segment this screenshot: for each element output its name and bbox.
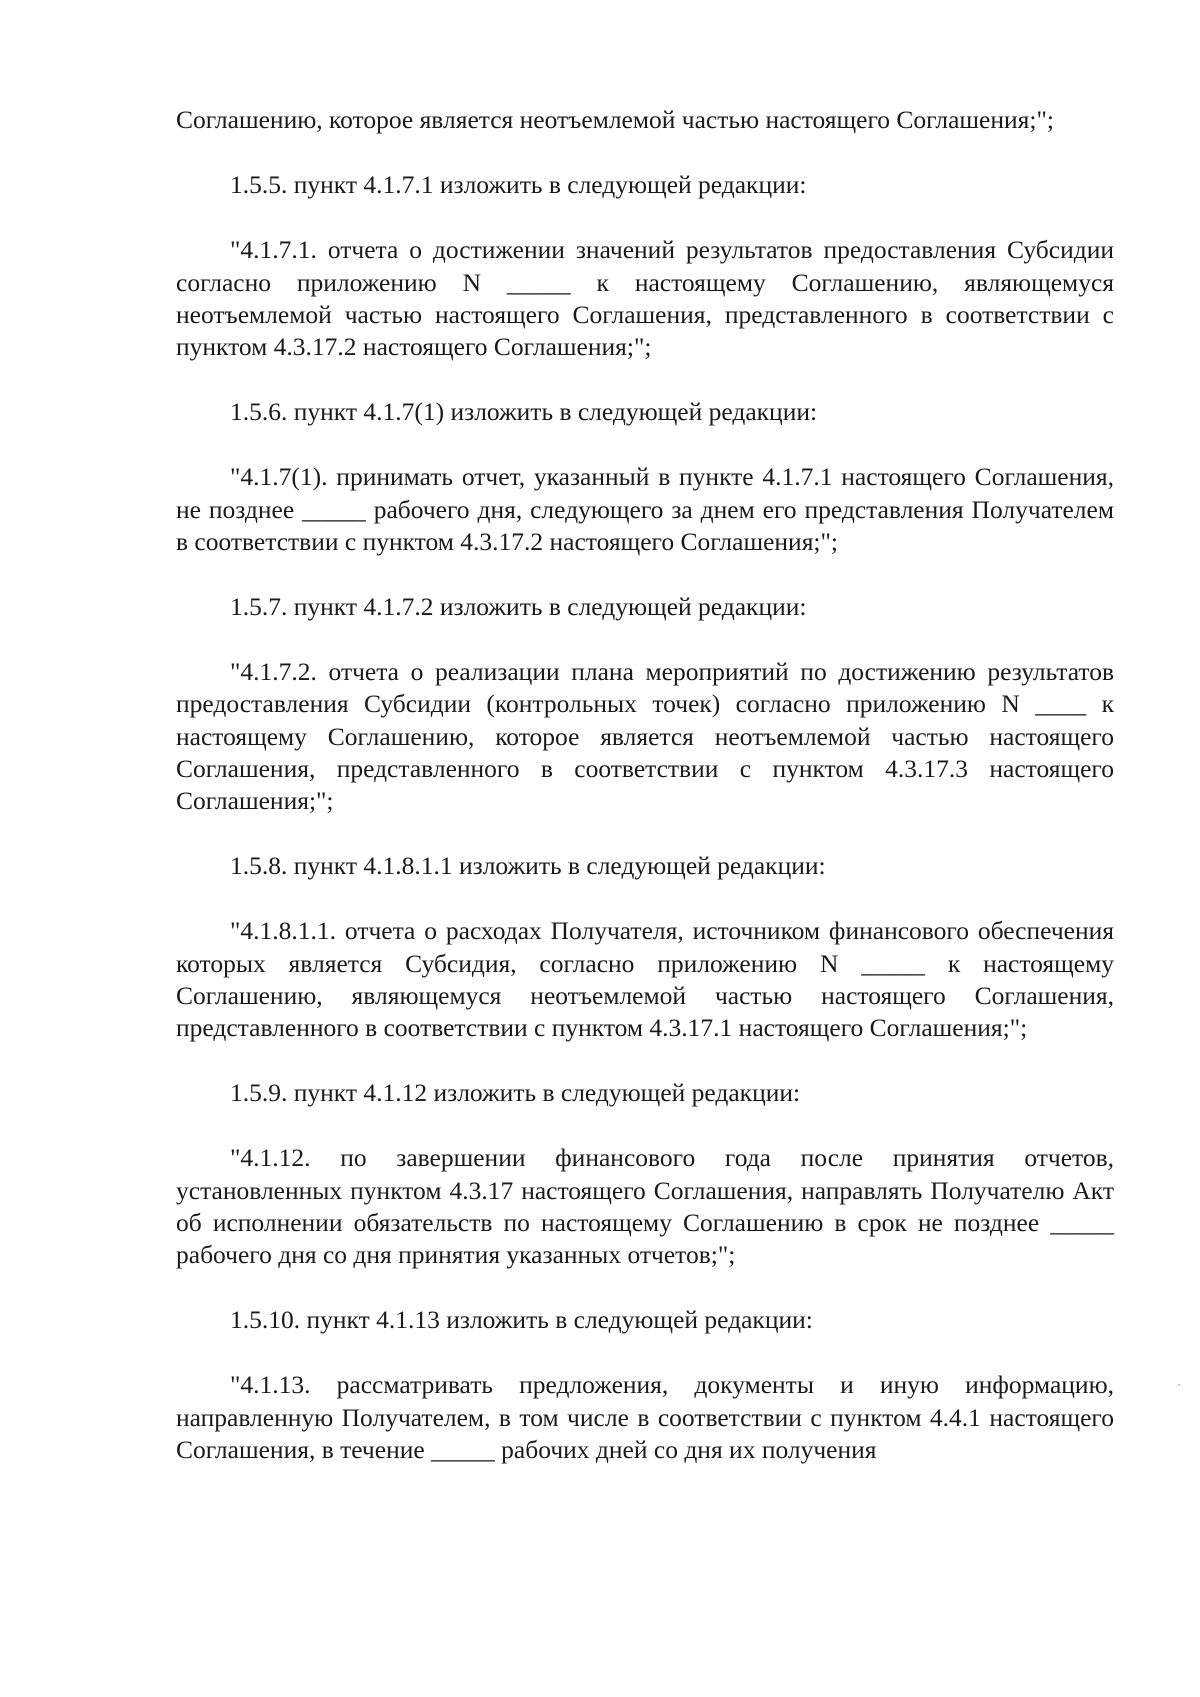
amendment-heading-1-5-7: 1.5.7. пункт 4.1.7.2 изложить в следующей редакции: [230,592,807,622]
amendment-text-4-1-12: "4.1.12. по завершении финансового года после принятия отчетов, установленных пунктом 4.3.17 настоящего Соглашения, направлять Получателю Акт об исполнении обязательств по настоящему Соглашению в срок не позднее _____ рабочего дня со дня принятия указанных отчетов;"; [176,1143,1114,1270]
amendment-text-4-1-13: "4.1.13. рассматривать предложения, документы и иную информацию, направленную Получателем, в том числе в соответствии с пунктом 4.4.1 настоящего Соглашения, в течение _____ рабочих дней со дня их получения [176,1370,1114,1464]
amendment-text-4-1-7-1-bracket: "4.1.7(1). принимать отчет, указанный в пункте 4.1.7.1 настоящего Соглашения, не позднее _____ рабочего дня, следующего за днем его представления Получателем в соответствии с пунктом 4.3.17.2 настоящего Соглашения;"; [176,462,1114,556]
amendment-heading-1-5-5: 1.5.5. пункт 4.1.7.1 изложить в следующей редакции: [230,170,807,200]
scan-speck [1178,1384,1180,1386]
amendment-text-4-1-7-2: "4.1.7.2. отчета о реализации плана мероприятий по достижению результатов предоставления Субсидии (контрольных точек) согласно приложению N ____ к настоящему Соглашению, которое является неотъемлемой частью настоящего Соглашения, представленного в соответствии с пунктом 4.3.17.3 настоящего Соглашения;"; [176,657,1114,816]
amendment-heading-1-5-9: 1.5.9. пункт 4.1.12 изложить в следующей редакции: [230,1078,801,1108]
document-body [176,104,1114,1466]
paragraph-continuation: Соглашению, которое является неотъемлемой частью настоящего Соглашения;"; [176,105,1054,134]
amendment-text-4-1-7-1: "4.1.7.1. отчета о достижении значений результатов предоставления Субсидии согласно приложению N _____ к настоящему Соглашению, являющемуся неотъемлемой частью настоящего Соглашения, представленного в соответствии с пунктом 4.3.17.2 настоящего Соглашения;"; [176,235,1114,362]
amendment-heading-1-5-10: 1.5.10. пункт 4.1.13 изложить в следующей редакции: [230,1305,813,1335]
amendment-heading-1-5-8: 1.5.8. пункт 4.1.8.1.1 изложить в следующей редакции: [230,851,826,881]
amendment-heading-1-5-6: 1.5.6. пункт 4.1.7(1) изложить в следующей редакции: [230,397,818,427]
amendment-text-4-1-8-1-1: "4.1.8.1.1. отчета о расходах Получателя, источником финансового обеспечения которых является Субсидия, согласно приложению N _____ к настоящему Соглашению, являющемуся неотъемлемой частью настоящего Соглашения, представленного в соответствии с пунктом 4.3.17.1 настоящего Соглашения;"; [176,916,1114,1043]
